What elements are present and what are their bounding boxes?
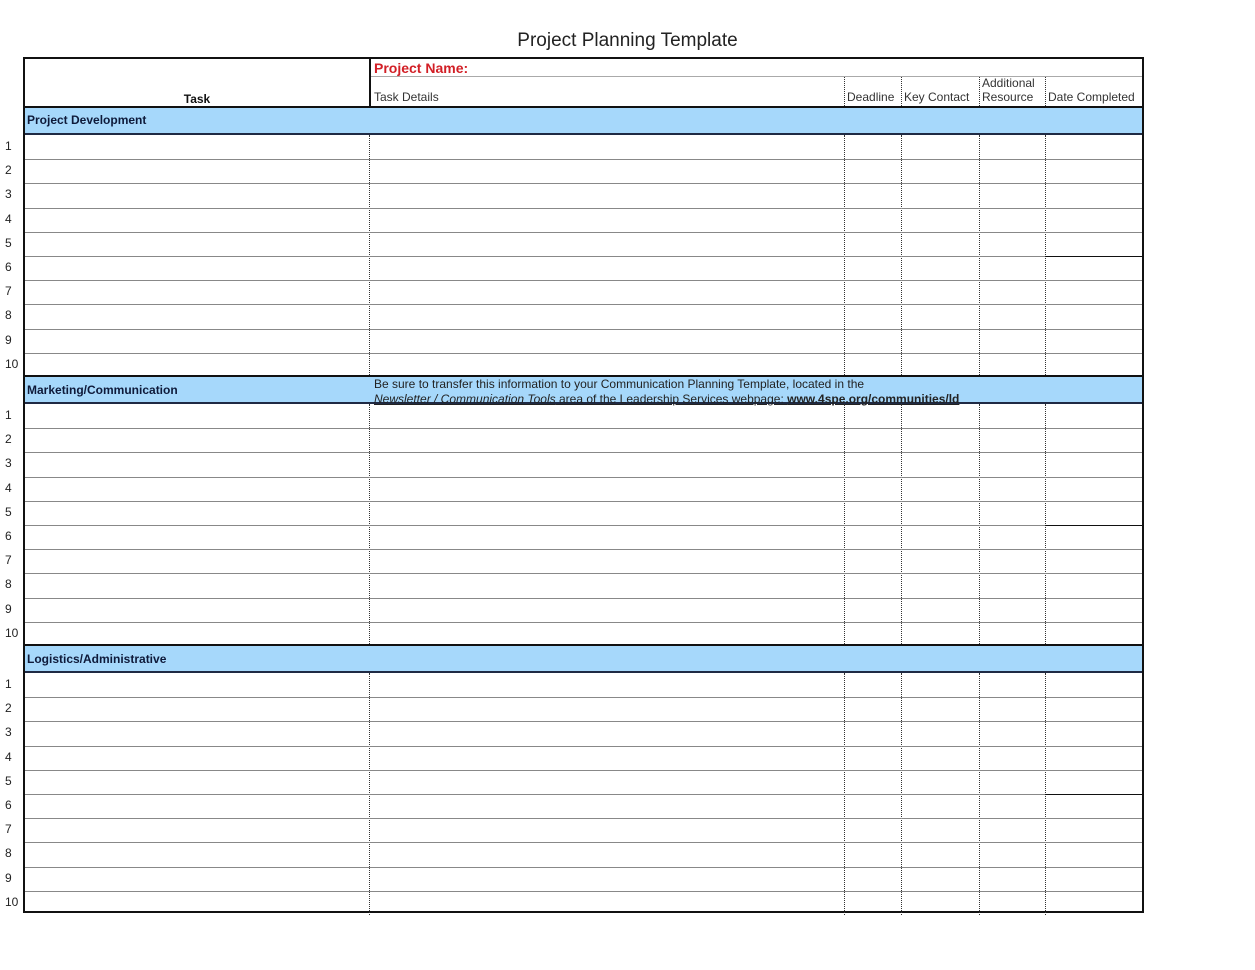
row-number: 9 (5, 332, 12, 347)
table-row[interactable] (25, 329, 1142, 353)
row-divider (25, 794, 1142, 795)
section-title: Project Development (27, 113, 147, 127)
table-row[interactable] (25, 622, 1142, 646)
note-italic-text: Newsletter / Communication Tools (374, 392, 556, 406)
row-number: 9 (5, 870, 12, 885)
row-number: 2 (5, 432, 12, 447)
section-title: Logistics/Administrative (27, 652, 167, 666)
section-title: Marketing/Communication (27, 383, 178, 397)
row-divider (25, 891, 1142, 892)
row-divider (25, 353, 1142, 354)
table-row[interactable] (25, 525, 1142, 549)
row-number: 10 (5, 894, 19, 909)
date-completed-accent-line (1045, 256, 1142, 257)
row-divider (25, 622, 1142, 623)
row-number: 1 (5, 677, 12, 691)
row-number: 6 (5, 260, 12, 274)
task-column-header: Task (183, 92, 211, 106)
row-number: 1 (5, 139, 12, 153)
row-number: 8 (5, 308, 12, 323)
deadline-column-header: Deadline (847, 90, 895, 104)
row-number: 6 (5, 798, 12, 812)
table-row[interactable] (25, 183, 1142, 207)
row-divider (25, 867, 1142, 868)
table-row[interactable] (25, 304, 1142, 328)
row-number: 10 (5, 625, 19, 640)
table-row[interactable] (25, 794, 1142, 818)
table-row[interactable] (25, 842, 1142, 866)
row-number: 8 (5, 577, 12, 592)
section-header (25, 644, 1142, 673)
row-divider (25, 159, 1142, 160)
table-row[interactable] (25, 770, 1142, 794)
key-contact-column-header: Key Contact (904, 90, 970, 104)
planning-table (23, 57, 1144, 913)
row-divider (25, 549, 1142, 550)
row-divider (25, 208, 1142, 209)
row-divider (25, 721, 1142, 722)
table-row[interactable] (25, 256, 1142, 280)
row-divider (25, 525, 1142, 526)
row-divider (25, 746, 1142, 747)
row-divider (25, 598, 1142, 599)
row-number: 5 (5, 773, 12, 788)
date-completed-accent-line (1045, 794, 1142, 795)
header-divider (1045, 77, 1046, 106)
row-divider (25, 477, 1142, 478)
section-header (25, 106, 1142, 135)
row-number: 5 (5, 235, 12, 250)
header-divider (901, 77, 902, 106)
row-divider (25, 304, 1142, 305)
date-completed-accent-line (1045, 525, 1142, 526)
header-divider (844, 77, 845, 106)
table-row[interactable] (25, 353, 1142, 377)
additional-resource-header-line1: Additional (982, 76, 1035, 90)
row-divider (25, 452, 1142, 453)
table-row[interactable] (25, 452, 1142, 476)
table-row[interactable] (25, 867, 1142, 891)
task-details-column-header: Task Details (374, 90, 439, 104)
section-note-line1: Be sure to transfer this information to your Communication Planning Template, located in the (374, 377, 865, 391)
row-number: 9 (5, 601, 12, 616)
project-name-label[interactable]: Project Name: (374, 60, 469, 76)
additional-resource-header-line2: Resource (982, 90, 1034, 104)
row-number: 6 (5, 529, 12, 543)
table-row[interactable] (25, 280, 1142, 304)
row-divider (25, 183, 1142, 184)
row-divider (25, 428, 1142, 429)
row-divider (25, 818, 1142, 819)
row-number: 4 (5, 749, 12, 764)
table-row[interactable] (25, 404, 1142, 428)
table-row[interactable] (25, 818, 1142, 842)
row-number: 7 (5, 553, 12, 568)
table-row[interactable] (25, 159, 1142, 183)
row-divider (25, 232, 1142, 233)
row-number: 3 (5, 456, 12, 471)
table-row[interactable] (25, 697, 1142, 721)
header-divider (369, 59, 371, 106)
table-row[interactable] (25, 208, 1142, 232)
table-row[interactable] (25, 428, 1142, 452)
row-divider (25, 280, 1142, 281)
row-divider (25, 256, 1142, 257)
webpage-link[interactable]: www.4spe.org/communities/ld (787, 392, 960, 406)
row-number: 8 (5, 846, 12, 861)
table-row[interactable] (25, 232, 1142, 256)
row-divider (25, 329, 1142, 330)
date-completed-column-header: Date Completed (1048, 90, 1135, 104)
row-number: 10 (5, 356, 19, 371)
table-row[interactable] (25, 746, 1142, 770)
row-divider (25, 573, 1142, 574)
header-divider (979, 77, 980, 106)
row-divider (25, 770, 1142, 771)
page-title: Project Planning Template (517, 30, 738, 51)
task-header-cell (25, 59, 369, 106)
row-number: 3 (5, 725, 12, 740)
row-number: 2 (5, 701, 12, 716)
row-number: 1 (5, 408, 12, 422)
note-middle-text: area of the Leadership Services webpage: (555, 392, 788, 406)
row-number: 3 (5, 187, 12, 202)
row-number: 2 (5, 163, 12, 178)
row-divider (25, 697, 1142, 698)
row-number: 7 (5, 822, 12, 837)
row-number: 5 (5, 504, 12, 519)
table-row[interactable] (25, 573, 1142, 597)
row-number: 4 (5, 480, 12, 495)
table-row[interactable] (25, 549, 1142, 573)
row-number: 4 (5, 211, 12, 226)
row-divider (25, 501, 1142, 502)
table-row[interactable] (25, 598, 1142, 622)
row-number: 7 (5, 284, 12, 299)
table-row[interactable] (25, 135, 1142, 159)
table-row[interactable] (25, 673, 1142, 697)
section-header (25, 375, 1142, 404)
table-row[interactable] (25, 721, 1142, 745)
table-row[interactable] (25, 891, 1142, 915)
row-divider (25, 842, 1142, 843)
table-row[interactable] (25, 477, 1142, 501)
table-row[interactable] (25, 501, 1142, 525)
